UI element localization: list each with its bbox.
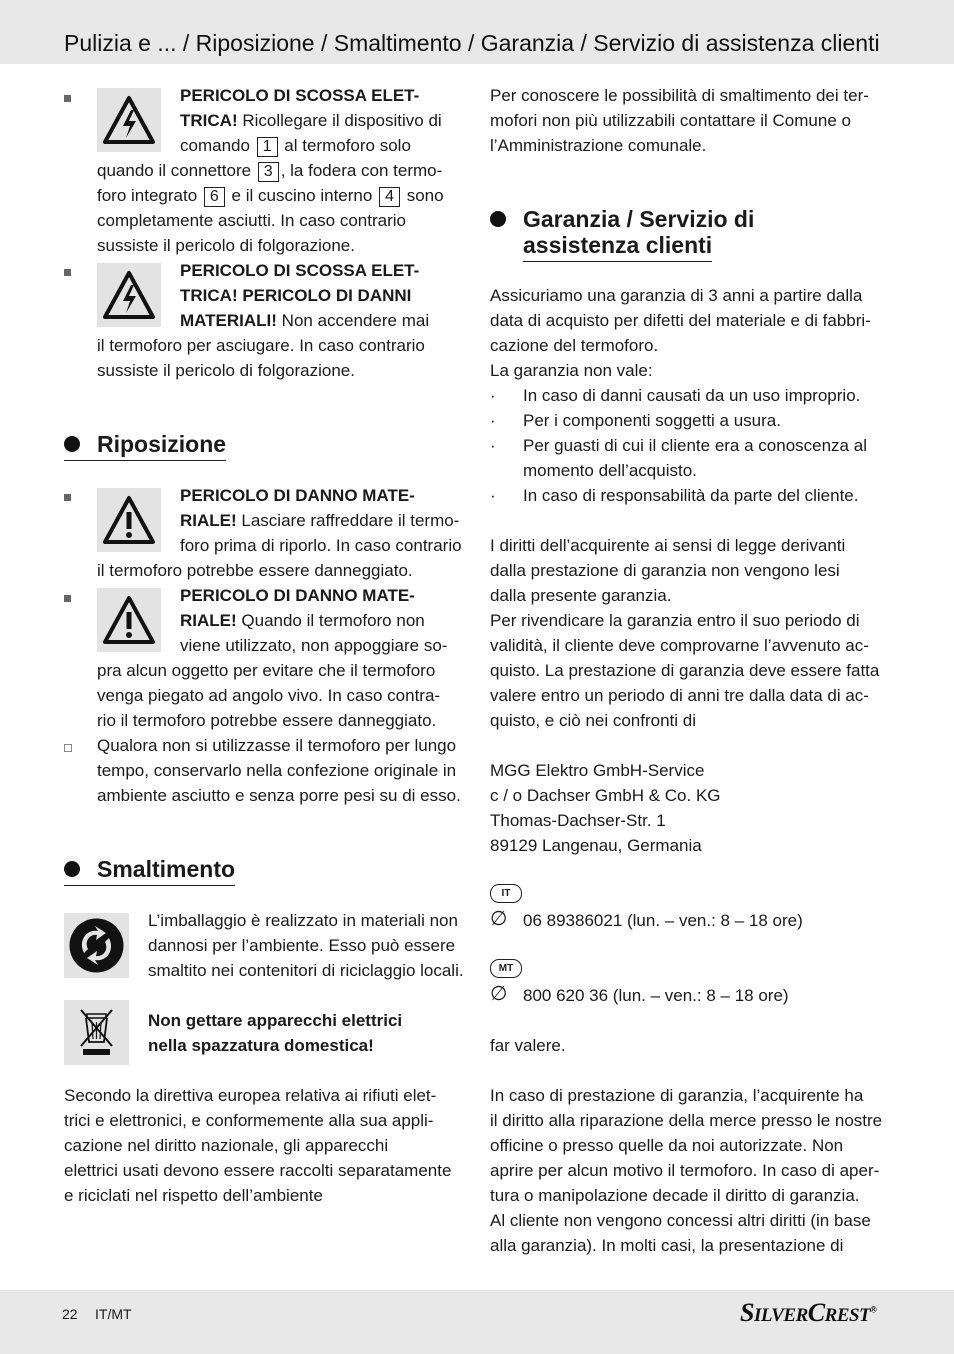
list-item: In caso di danni causati da un uso improprio. — [523, 386, 861, 405]
body-text: il diritto alla riparazione della merce presso le nostre — [490, 1111, 883, 1130]
part-number-6: 6 — [204, 187, 225, 207]
body-text: Assicuriamo una garanzia di 3 anni a partire dalla — [490, 286, 863, 305]
body-text: Per conoscere le possibilità di smaltimento dei ter- — [490, 86, 869, 105]
body-text: In caso di prestazione di garanzia, l’acquirente ha — [490, 1086, 864, 1105]
packaging-text: L’imballaggio è realizzato in materiali non — [148, 911, 458, 930]
warning-text: RIALE! Quando il termoforo non — [180, 611, 425, 630]
electric-hazard-icon — [97, 88, 161, 152]
warning-title: PERICOLO DI SCOSSA ELET- — [180, 86, 420, 105]
body-text: Al cliente non vengono concessi altri diritti (in base — [490, 1211, 871, 1230]
warning-title: PERICOLO DI DANNO MATE- — [180, 486, 415, 505]
body-text: dalla prestazione di garanzia non vengono lesi — [490, 561, 840, 580]
warning-text: rio il termoforo potrebbe essere danneggiato. — [97, 711, 437, 730]
warning-triangle-icon — [97, 588, 161, 652]
packaging-text: dannosi per l’ambiente. Esso può essere — [148, 936, 456, 955]
body-text: quisto. La prestazione di garanzia deve essere fatta — [490, 661, 880, 680]
list-dot: · — [490, 486, 496, 505]
warning-text: sussiste il pericolo di folgorazione. — [97, 361, 355, 380]
language-code: IT/MT — [95, 1306, 132, 1322]
body-text: aprire per alcun motivo il termoforo. In caso di aper- — [490, 1161, 880, 1180]
warning-title: PERICOLO DI DANNO MATE- — [180, 586, 415, 605]
part-number-3: 3 — [258, 162, 279, 182]
body-text: mofori non più utilizzabili contattare il Comune o — [490, 111, 851, 130]
warning-text: il termoforo potrebbe essere danneggiato. — [97, 561, 413, 580]
body-text: e riciclati nel rispetto dell’ambiente — [64, 1186, 323, 1205]
warning-triangle-icon — [97, 488, 161, 552]
body-text: Per rivendicare la garanzia entro il suo periodo di — [490, 611, 860, 630]
phone-icon: ∅ — [490, 983, 508, 1005]
hollow-square-bullet — [64, 744, 72, 752]
warning-text: foro integrato 6 e il cuscino interno 4 sono — [97, 186, 444, 205]
warning-text: foro prima di riporlo. In caso contrario — [180, 536, 462, 555]
body-text: Secondo la direttiva europea relativa ai rifiuti elet- — [64, 1086, 437, 1105]
country-badge-it: IT — [490, 884, 522, 903]
body-text: quisto, e ciò nei confronti di — [490, 711, 697, 730]
list-item: Per i componenti soggetti a usura. — [523, 411, 781, 430]
electric-hazard-icon — [97, 263, 161, 327]
list-dot: · — [490, 411, 496, 430]
silvercrest-logo: SILVERCREST® — [740, 1298, 877, 1327]
body-text: dalla presente garanzia. — [490, 586, 672, 605]
page-title: Pulizia e ... / Riposizione / Smaltimento / Garanzia / Servizio di assistenza clienti — [64, 30, 880, 56]
warning-text: sussiste il pericolo di folgorazione. — [97, 236, 355, 255]
info-text: tempo, conservarlo nella confezione originale in — [97, 761, 457, 780]
address-line: 89129 Langenau, Germania — [490, 836, 702, 855]
section-dot-icon — [490, 211, 506, 227]
green-dot-recycle-icon — [64, 913, 129, 978]
section-heading-garanzia-line2: assistenza clienti — [523, 230, 712, 262]
address-line: Thomas-Dachser-Str. 1 — [490, 811, 666, 830]
phone-number-it: 06 89386021 (lun. – ven.: 8 – 18 ore) — [523, 911, 803, 930]
packaging-text: smaltito nei contenitori di riciclaggio locali. — [148, 961, 464, 980]
square-bullet — [64, 269, 71, 276]
body-text: l’Amministrazione comunale. — [490, 136, 707, 155]
body-text: far valere. — [490, 1036, 566, 1055]
info-text: ambiente asciutto e senza porre pesi su di esso. — [97, 786, 461, 805]
body-text: elettrici usati devono essere raccolti separatamente — [64, 1161, 452, 1180]
warning-text: il termoforo per asciugare. In caso contrario — [97, 336, 425, 355]
body-text: valere entro un periodo di anni tre dalla data di ac- — [490, 686, 869, 705]
weee-warning: Non gettare apparecchi elettrici — [148, 1011, 403, 1030]
warning-text: venga piegato ad angolo vivo. In caso contra- — [97, 686, 441, 705]
list-dot: · — [490, 436, 496, 455]
body-text: cazione nel diritto nazionale, gli apparecchi — [64, 1136, 389, 1155]
body-text: alla garanzia). In molti casi, la presentazione di — [490, 1236, 844, 1255]
part-number-4: 4 — [379, 187, 400, 207]
body-text: cazione del termoforo. — [490, 336, 659, 355]
warning-title: TRICA! PERICOLO DI DANNI — [180, 286, 412, 305]
info-text: Qualora non si utilizzasse il termoforo per lungo — [97, 736, 457, 755]
body-text: data di acquisto per difetti del materiale e di fabbri- — [490, 311, 871, 330]
section-heading-smaltimento: Smaltimento — [64, 854, 235, 886]
square-bullet — [64, 595, 71, 602]
list-item: In caso di responsabilità da parte del cliente. — [523, 486, 859, 505]
square-bullet — [64, 494, 71, 501]
weee-warning: nella spazzatura domestica! — [148, 1036, 374, 1055]
country-badge-mt: MT — [490, 959, 522, 978]
body-text: validità, il cliente deve comprovarne l’avvenuto ac- — [490, 636, 869, 655]
body-text: officine o presso quelle da noi autorizzate. Non — [490, 1136, 844, 1155]
weee-crossed-bin-icon — [64, 1000, 129, 1065]
address-line: c / o Dachser GmbH & Co. KG — [490, 786, 721, 805]
warning-text: pra alcun oggetto per evitare che il termoforo — [97, 661, 436, 680]
address-line: MGG Elektro GmbH-Service — [490, 761, 705, 780]
part-number-1: 1 — [257, 137, 278, 157]
list-dot: · — [490, 386, 496, 405]
phone-number-mt: 800 620 36 (lun. – ven.: 8 – 18 ore) — [523, 986, 789, 1005]
warning-text: viene utilizzato, non appoggiare so- — [180, 636, 448, 655]
warning-text: quando il connettore 3 , la fodera con termo- — [97, 161, 443, 180]
warning-text: MATERIALI! Non accendere mai — [180, 311, 430, 330]
warning-title: PERICOLO DI SCOSSA ELET- — [180, 261, 420, 280]
list-item: Per guasti di cui il cliente era a conoscenza al — [523, 436, 867, 455]
list-item: momento dell’acquisto. — [523, 461, 697, 480]
warning-text: TRICA! Ricollegare il dispositivo di — [180, 111, 442, 130]
body-text: tura o manipolazione decade il diritto di garanzia. — [490, 1186, 860, 1205]
section-heading-riposizione: Riposizione — [64, 429, 226, 461]
square-bullet — [64, 95, 71, 102]
page-number: 22 — [62, 1306, 78, 1322]
phone-icon: ∅ — [490, 908, 508, 930]
warning-text: comando 1 al termoforo solo — [180, 136, 411, 155]
warning-text: completamente asciutti. In caso contrario — [97, 211, 406, 230]
warning-text: RIALE! Lasciare raffreddare il termo- — [180, 511, 460, 530]
body-text: La garanzia non vale: — [490, 361, 653, 380]
section-heading-garanzia: Garanzia / Servizio di — [523, 206, 755, 232]
body-text: trici e elettronici, e conformemente alla sua appli- — [64, 1111, 434, 1130]
body-text: I diritti dell’acquirente ai sensi di legge derivanti — [490, 536, 846, 555]
